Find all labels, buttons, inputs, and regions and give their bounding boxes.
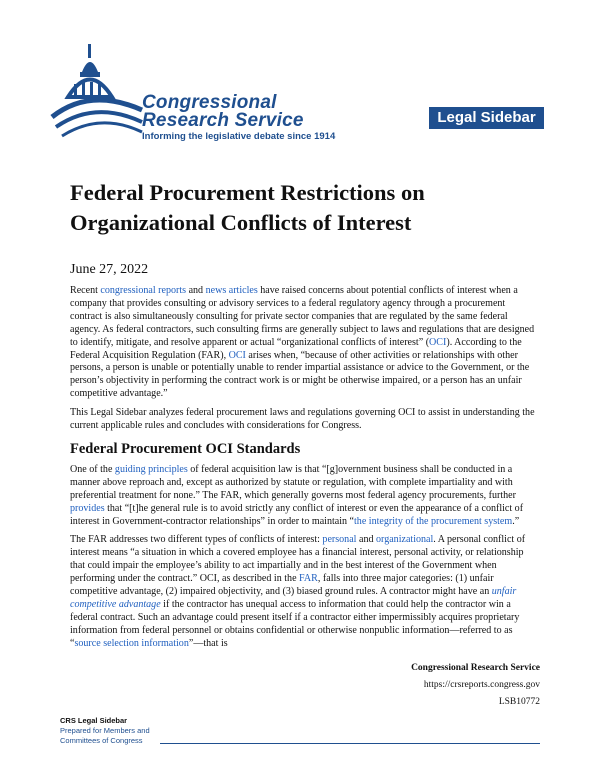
personal-link[interactable]: personal [322, 534, 357, 546]
footer-url: https://crsreports.congress.gov [423, 680, 540, 690]
logo-tagline: Informing the legislative debate since 1914 [142, 131, 336, 142]
article-body [70, 285, 540, 657]
page-title: Federal Procurement Restrictions on Organizational Conflicts of Interest [70, 180, 425, 235]
footer-info [411, 660, 540, 711]
intro-paragraph: Recent congressional reports and news articles have raised concerns about potential conflicts of interest when a company that provides consulting or advisory services to a federal regulatory agency through a procurement contract is also simultaneously consulting for private sector companies that are regulated by the same federal agency. As federal contractors, such consulting firms are generally subject to laws and regulations that are designed to identify, mitigate, and resolve apparent or actual “organizational conflicts of interest” (OCI). According to the Federal Acquisition Regulation (FAR), OCI arises when, “because of other activities or relationships with other persons, a person is unable or potentially unable to render impartial assistance or advice to the Government, or the person’s objectivity in performing the contract work is or might be otherwise impaired, or a person has an unfair competitive advantage.” [70, 285, 535, 400]
bottom-label [60, 716, 150, 746]
logo-line1: Congressional [142, 92, 277, 113]
integrity-link[interactable]: the integrity of the procurement system [354, 515, 513, 527]
news-articles-link[interactable]: news articles [205, 285, 258, 296]
principles-paragraph: One of the guiding principles of federal acquisition law is that “[g]overnment business shall be conducted in a manner above reproach and, except as authorized by statute or regulation, with complete impartiality and with preferential treatment for none.” The FAR, which generally governs most federal agency procurements, further provides that “[t]he general rule is to avoid strictly any conflict of interest or even the appearance of a conflict of interest in Government-contractor relationships” in order to maintain “the integrity of the procurement system.” [70, 463, 524, 527]
footer-id: LSB10772 [498, 697, 540, 707]
capitol-dome-icon [50, 42, 145, 142]
footer-org: Congressional Research Service [411, 663, 540, 673]
oci-link-1[interactable]: OCI [429, 336, 447, 348]
scope-paragraph: This Legal Sidebar analyzes federal procurement laws and regulations governing OCI to assist in understanding the current applicable rules and concludes with considerations for Congress. [70, 407, 535, 432]
publication-date: June 27, 2022 [70, 262, 149, 277]
guiding-principles-link[interactable]: guiding principles [114, 463, 188, 475]
bottom-line1: Prepared for Members and [60, 726, 150, 735]
bottom-line2: Committees of Congress [60, 736, 143, 745]
congressional-reports-link[interactable]: congressional reports [100, 285, 187, 296]
provides-link[interactable]: provides [70, 502, 105, 514]
crs-logo [50, 42, 380, 142]
conflict-types-paragraph: The FAR addresses two different types of conflicts of interest: personal and organizational. A personal conflict of interest means “a situation in which a covered employee has a financial interest, personal activity, or relationship that could impair the employee’s ability to act impartially and in the best interest of the Government when performing under the contract.” OCI, as described in the FAR, falls into three major categories: (1) unfair competitive advantage, (2) impaired objectivity, and (3) biased ground rules. A contractor might have an unfair competitive advantage if the contractor has unequal access to information that could help the contractor win a federal contract. Such an advantage could present itself if a contractor either impermissibly acquires proprietary information from federal personnel or obtains confidential or otherwise nonpublic information—referred to as “source selection information”—that is [70, 534, 526, 649]
far-link[interactable]: FAR [299, 573, 318, 585]
source-selection-link[interactable]: source selection information [74, 637, 189, 649]
section-heading: Federal Procurement OCI Standards [70, 440, 301, 457]
organizational-link[interactable]: organizational [376, 534, 434, 546]
logo-line2: Research Service [142, 110, 304, 131]
bottom-title: CRS Legal Sidebar [60, 716, 128, 725]
unfair-advantage-link[interactable]: unfair competitive advantage [70, 586, 517, 610]
legal-sidebar-badge: Legal Sidebar [429, 107, 544, 129]
oci-link-2[interactable]: OCI [228, 349, 246, 361]
footer-divider [160, 743, 540, 744]
